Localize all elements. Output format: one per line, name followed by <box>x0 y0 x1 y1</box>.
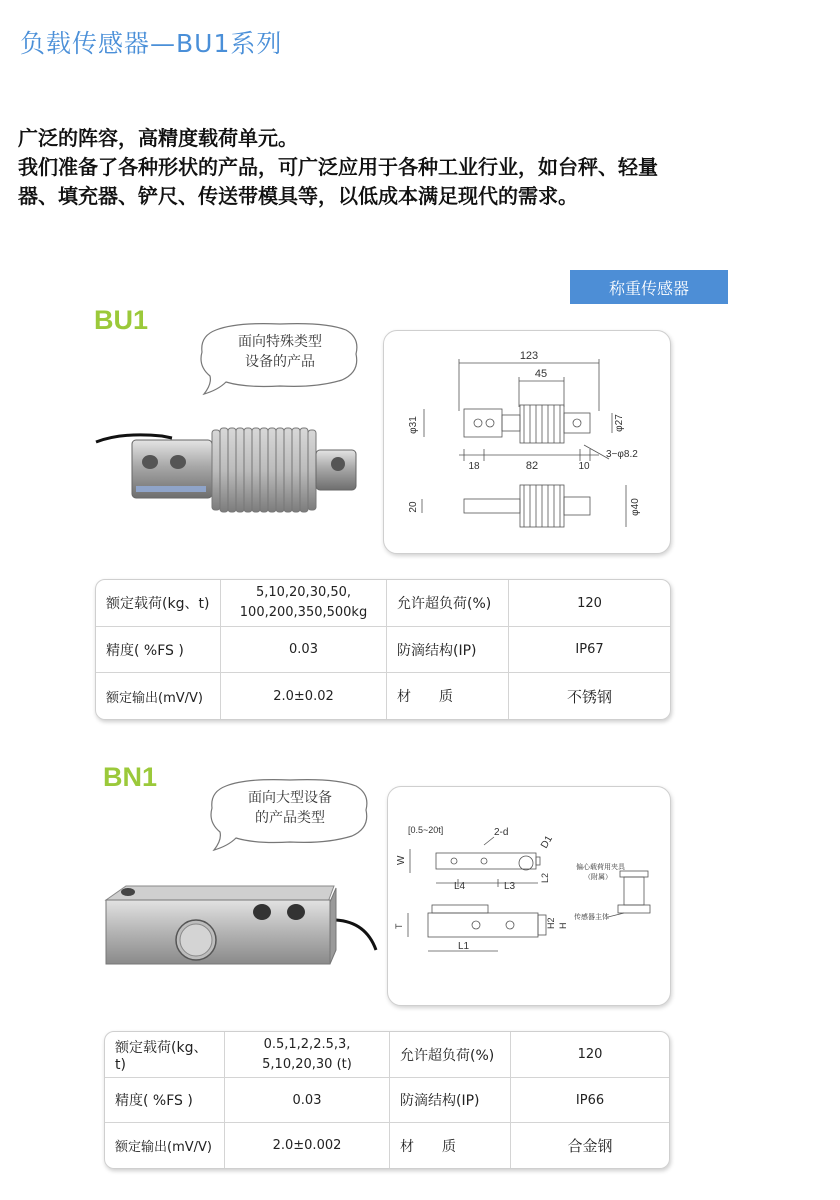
bn1-l4: L4 <box>454 881 466 892</box>
bu1-holes: 3−φ8.2 <box>606 449 638 460</box>
spec-value: 0.03 <box>225 1078 390 1123</box>
spec-value: 120 <box>511 1032 669 1078</box>
intro-line-3: 器、填充器、铲尺、传送带模具等，以低成本满足现代的需求。 <box>18 184 578 208</box>
bu1-dimension-drawing <box>383 330 671 554</box>
category-badge: 称重传感器 <box>570 270 728 304</box>
bn1-range: [0.5~20t] <box>408 825 444 835</box>
spec-label: 防滴结构(IP) <box>390 1078 511 1123</box>
bu1-drawing-svg <box>384 331 670 553</box>
bn1-sensor-image <box>96 880 381 970</box>
spec-value-line: 5,10,20,30,50, <box>255 585 352 600</box>
bn1-l1: L1 <box>458 941 470 952</box>
spec-value-line: 0.5,1,2,2.5,3, <box>263 1036 351 1052</box>
bn1-spec-table <box>104 1031 670 1169</box>
bn1-note-option: （附属） <box>584 874 612 881</box>
spec-value: 2.0±0.002 <box>225 1123 390 1168</box>
bu1-dia-right: φ27 <box>614 414 625 432</box>
bu1-dim-right: 10 <box>578 461 590 472</box>
intro-line-1: 广泛的阵容，高精度载荷单元。 <box>18 126 298 150</box>
intro-line-2: 我们准备了各种形状的产品，可广泛应用于各种工业行业，如台秤、轻量 <box>18 155 658 179</box>
bn1-bubble-line-2: 的产品类型 <box>255 810 325 826</box>
spec-value: 120 <box>509 580 670 627</box>
bn1-drawing-svg <box>388 787 670 1005</box>
bn1-h2: H2 <box>546 917 556 929</box>
bu1-dia-left: φ31 <box>408 416 419 434</box>
spec-label: 精度( %FS ) <box>105 1078 225 1123</box>
bn1-note-body: 传感器主体 <box>574 914 609 921</box>
spec-value: 不锈钢 <box>566 687 612 706</box>
bn1-note-fixture: 偏心载荷用夹具 <box>576 864 625 871</box>
spec-value: 2.0±0.02 <box>221 673 387 719</box>
bu1-model-name: BU1 <box>94 305 149 335</box>
spec-value-line: 100,200,350,500kg <box>239 605 368 620</box>
spec-label: 额定载荷(kg、t) <box>96 580 221 627</box>
spec-label: 允许超负荷(%) <box>390 1032 511 1078</box>
bn1-t: T <box>394 923 404 929</box>
bn1-w: W <box>396 855 407 865</box>
table-row <box>105 1123 669 1168</box>
bn1-holes: 2-d <box>494 827 509 838</box>
bu1-sensor-image <box>92 412 372 522</box>
table-row <box>96 627 670 673</box>
spec-value: IP67 <box>509 627 670 673</box>
spec-label: 允许超负荷(%) <box>387 580 509 627</box>
bu1-dim-mid: 82 <box>525 460 539 472</box>
bu1-dim-total: 123 <box>519 350 539 362</box>
bu1-dia-side: φ40 <box>630 498 641 516</box>
intro-text <box>18 124 833 211</box>
spec-label: 额定输出(mV/V) <box>96 673 221 719</box>
spec-label: 材 质 <box>387 673 509 719</box>
bu1-speech-bubble <box>196 320 364 398</box>
bu1-dim-left: 18 <box>468 461 480 472</box>
table-row <box>96 580 670 627</box>
bn1-bubble-line-1: 面向大型设备 <box>248 790 332 806</box>
table-row <box>105 1032 669 1078</box>
table-row <box>96 673 670 719</box>
bn1-dimension-drawing <box>387 786 671 1006</box>
spec-label: 额定输出(mV/V) <box>105 1123 225 1168</box>
spec-value: IP66 <box>511 1078 669 1123</box>
spec-value <box>225 1032 390 1078</box>
table-row <box>105 1078 669 1123</box>
spec-label: 精度( %FS ) <box>96 627 221 673</box>
page-title: 负载传感器—BU1系列 <box>20 29 283 58</box>
bn1-l2: L2 <box>540 872 550 883</box>
spec-value: 合金钢 <box>567 1137 613 1155</box>
spec-value: 0.03 <box>221 627 387 673</box>
bn1-d1: D1 <box>539 833 555 851</box>
bn1-l3: L3 <box>504 881 516 892</box>
spec-label: 防滴结构(IP) <box>387 627 509 673</box>
bu1-spec-table <box>95 579 671 720</box>
spec-value-line: 5,10,20,30 (t) <box>262 1056 352 1072</box>
bn1-h: H <box>558 922 568 929</box>
spec-label: 额定载荷(kg、t) <box>105 1032 225 1078</box>
bu1-height: 20 <box>408 501 419 513</box>
spec-value <box>221 580 387 627</box>
bu1-bubble-line-2: 设备的产品 <box>245 354 315 370</box>
bu1-dim-bellows: 45 <box>534 368 548 380</box>
bn1-model-name: BN1 <box>103 762 158 792</box>
bu1-bubble-line-1: 面向特殊类型 <box>238 334 322 350</box>
spec-label: 材 质 <box>390 1123 511 1168</box>
bn1-speech-bubble <box>206 776 374 854</box>
